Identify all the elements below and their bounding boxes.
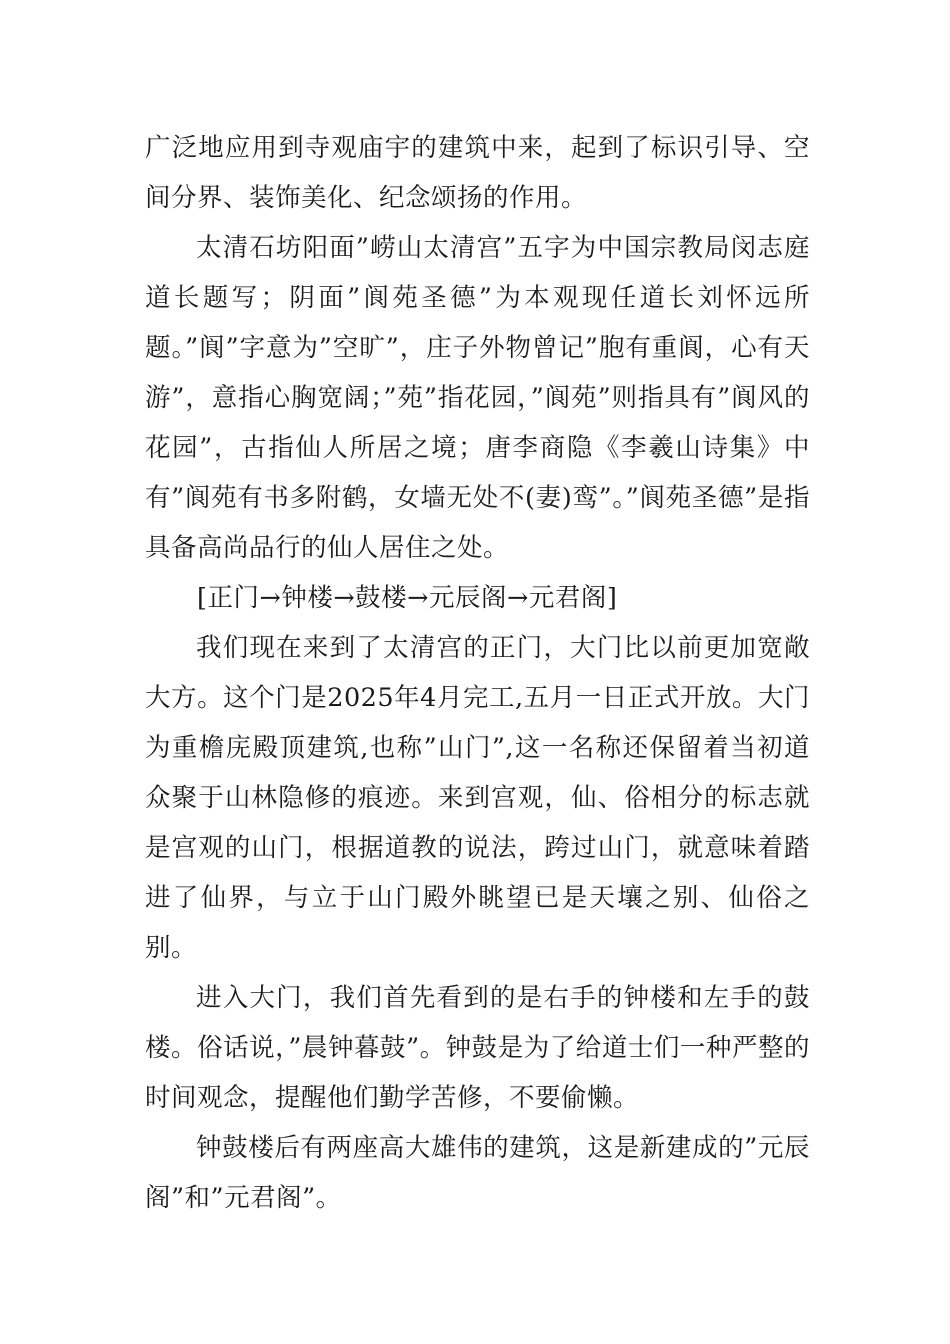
document-body [145,123,810,1223]
paragraph-main-gate: 我们现在来到了太清宫的正门，大门比以前更加宽敞大方。这个门是2025年4月完工,五月一日正式开放。大门为重檐庑殿顶建筑,也称”山门”,这一名称还保留着当初道众聚于山林隐修的痕迹。来到宫观，仙、俗相分的标志就是宫观的山门，根据道教的说法，跨过山门，就意味着踏进了仙界，与立于山门殿外眺望已是天壤之别、仙俗之别。 [145,633,810,963]
route-guide: [正门→钟楼→鼓楼→元辰阁→元君阁] [197,583,618,613]
paragraph-architecture-functions: 广泛地应用到寺观庙宇的建筑中来，起到了标识引导、空间分界、装饰美化、纪念颂扬的作用。 [145,133,810,213]
paragraph-stone-archway: 太清石坊阳面”崂山太清宫”五字为中国宗教局闵志庭道长题写；阴面”阆苑圣德”为本观现任道长刘怀远所题。”阆”字意为”空旷”，庄子外物曾记”胞有重阆，心有天游”，意指心胸宽阔；”苑”指花园，”阆苑”则指具有”阆风的花园”，古指仙人所居之境；唐李商隐《李羲山诗集》中有”阆苑有书多附鹤，女墙无处不(妻)鸾”。”阆苑圣德”是指具备高尚品行的仙人居住之处。 [145,233,810,563]
paragraph-bell-drum-towers: 进入大门，我们首先看到的是右手的钟楼和左手的鼓楼。俗话说，”晨钟暮鼓”。钟鼓是为了给道士们一种严整的时间观念，提醒他们勤学苦修，不要偷懒。 [145,983,810,1113]
paragraph-yuanchen-yuanjun-pavilions: 钟鼓楼后有两座高大雄伟的建筑，这是新建成的”元辰阁”和”元君阁”。 [145,1133,810,1213]
